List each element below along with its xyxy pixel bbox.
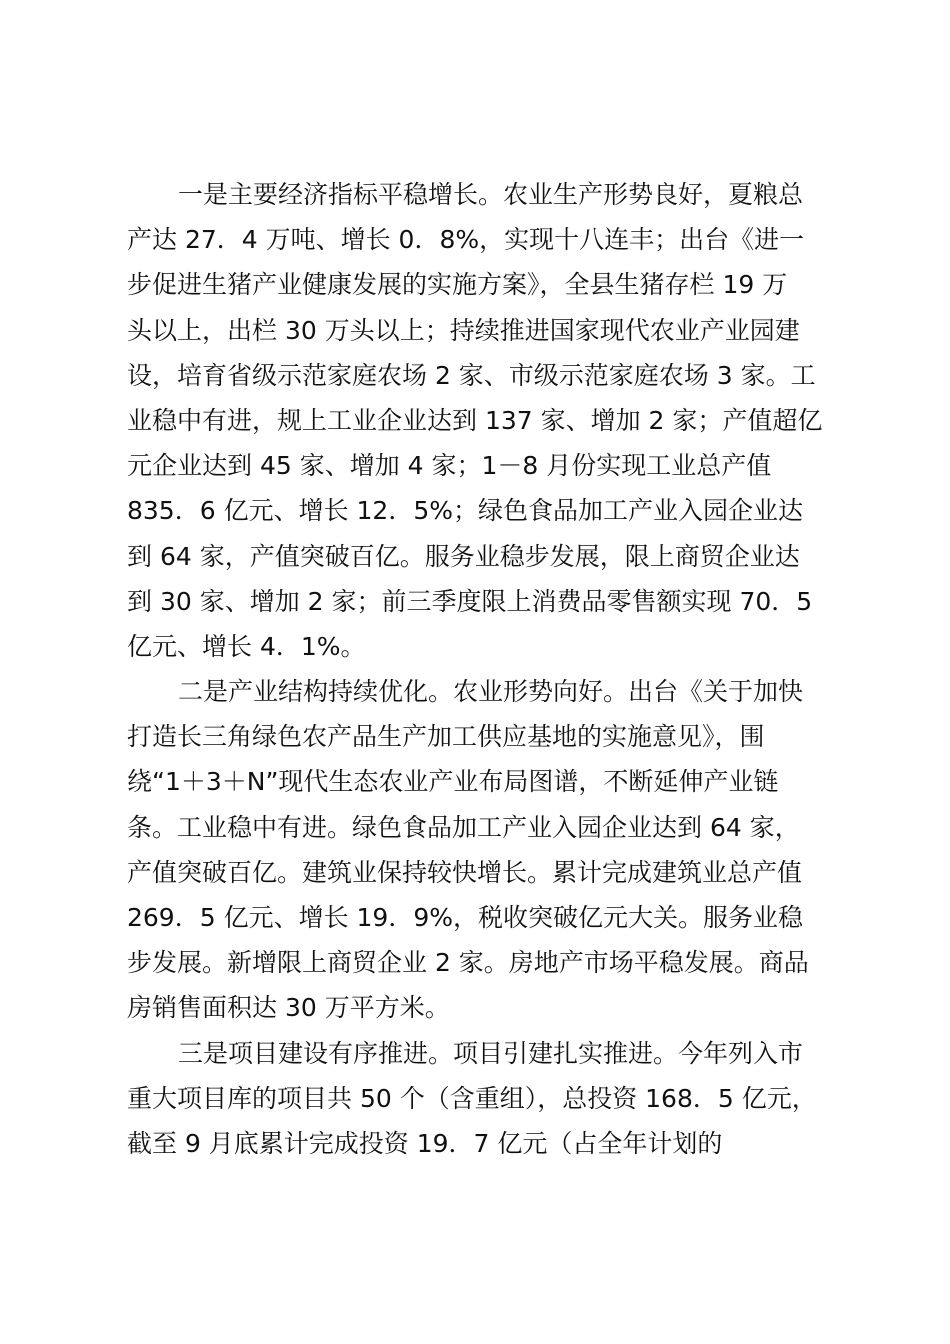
- text-line: 业稳中有进，规上工业企业达到 137 家、增加 2 家；产值超亿: [127, 405, 823, 435]
- text-line: 重大项目库的项目共 50 个（含重组），总投资 168．5 亿元，: [127, 1083, 817, 1113]
- paragraph-economic-indicators: [127, 172, 827, 669]
- text-line: 二是产业结构持续优化。农业形势向好。出台《关于加快: [178, 677, 804, 707]
- text-line: 头以上，出栏 30 万头以上；持续推进国家现代农业产业园建: [127, 315, 800, 345]
- text-line: 到 64 家，产值突破百亿。服务业稳步发展，限上商贸企业达: [127, 541, 800, 571]
- text-line: 产达 27．4 万吨、增长 0．8%，实现十八连丰；出台《进一: [127, 225, 805, 255]
- text-line: 条。工业稳中有进。绿色食品加工产业入园企业达到 64 家，: [127, 812, 800, 842]
- text-line: 亿元、增长 4．1%。: [127, 631, 366, 661]
- text-line: 元企业达到 45 家、增加 4 家；1－8 月份实现工业总产值: [127, 451, 772, 481]
- text-line: 步促进生猪产业健康发展的实施方案》，全县生猪存栏 19 万: [127, 270, 788, 300]
- text-line: 835．6 亿元、增长 12．5%；绿色食品加工产业入园企业达: [127, 496, 803, 526]
- text-line: 设，培育省级示范家庭农场 2 家、市级示范家庭农场 3 家。工: [127, 360, 816, 390]
- text-line: 产值突破百亿。建筑业保持较快增长。累计完成建筑业总产值: [127, 857, 803, 887]
- text-line: 打造长三角绿色农产品生产加工供应基地的实施意见》，围: [127, 722, 765, 752]
- text-line: 步发展。新增限上商贸企业 2 家。房地产市场平稳发展。商品: [127, 948, 809, 978]
- paragraph-industrial-structure: [127, 669, 827, 1031]
- text-line: 三是项目建设有序推进。项目引建扎实推进。今年列入市: [178, 1038, 804, 1068]
- text-line: 绕“1＋3＋N”现代生态农业产业布局图谱，不断延伸产业链: [127, 767, 779, 797]
- text-line: 到 30 家、增加 2 家；前三季度限上消费品零售额实现 70．5: [127, 586, 813, 616]
- text-line: 269．5 亿元、增长 19．9%，税收突破亿元大关。服务业稳: [127, 903, 803, 932]
- text-line: 截至 9 月底累计完成投资 19．7 亿元（占全年计划的: [127, 1128, 723, 1158]
- text-line: 一是主要经济指标平稳增长。农业生产形势良好，夏粮总: [178, 180, 804, 209]
- document-body: [127, 172, 827, 1166]
- text-line: 房销售面积达 30 万平方米。: [127, 993, 450, 1023]
- paragraph-project-construction: [127, 1031, 827, 1167]
